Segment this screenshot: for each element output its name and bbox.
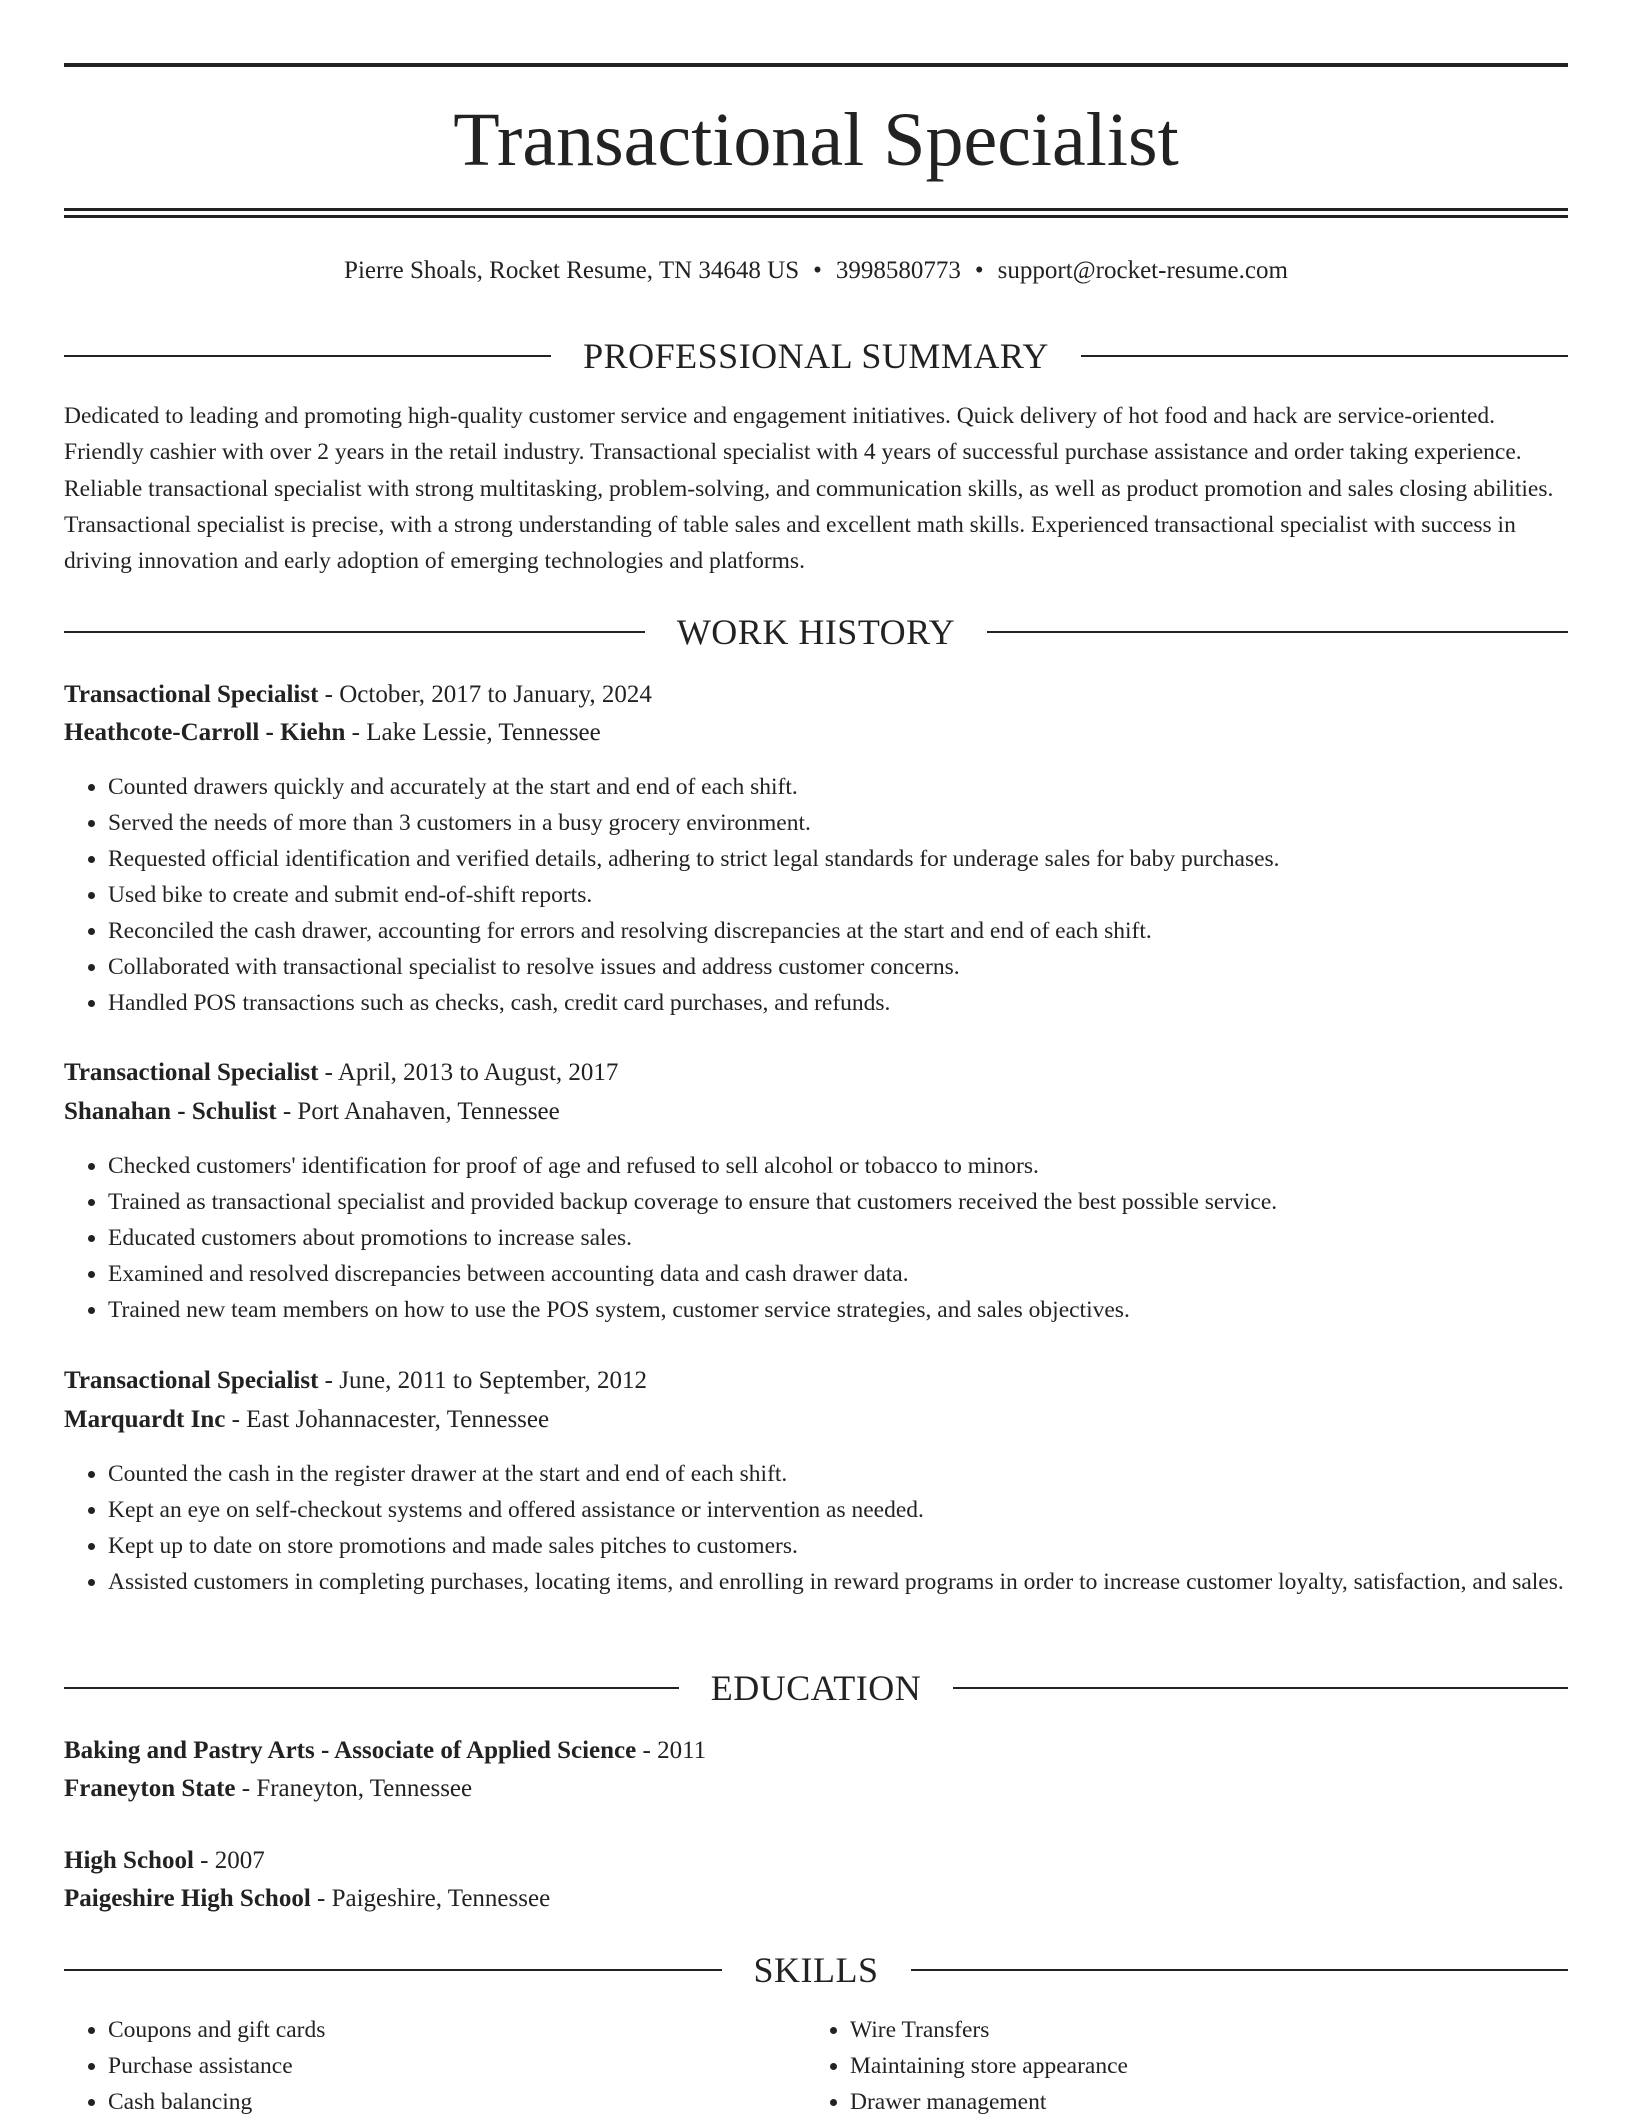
skills-list-right <box>806 2012 1548 2120</box>
summary-heading <box>64 332 1568 380</box>
degree-line <box>64 1843 1568 1879</box>
contact-separator: • <box>813 257 822 284</box>
job-company: Marquardt Inc <box>64 1406 226 1433</box>
job-dates: - October, 2017 to January, 2024 <box>318 681 652 708</box>
contact-email: support@rocket-resume.com <box>997 257 1288 284</box>
work-history-heading <box>64 608 1568 656</box>
contact-separator: • <box>974 257 984 284</box>
list-item: • Examined and resolved discrepancies between accounting data and cash drawer data. <box>108 1256 1568 1292</box>
job-dates: - April, 2013 to August, 2017 <box>318 1059 619 1086</box>
job-title-line <box>64 1363 1568 1399</box>
contact-phone: 3998580773 <box>835 257 961 284</box>
section-title: EDUCATION <box>710 1668 922 1708</box>
education-heading <box>64 1664 1568 1712</box>
list-item: • Trained new team members on how to use the POS system, customer service strategies, and sales objectives. <box>108 1292 1568 1328</box>
school-line <box>64 1771 1568 1807</box>
job-title-line <box>64 1055 1568 1091</box>
job-title: Transactional Specialist <box>64 681 319 708</box>
job-location: - Lake Lessie, Tennessee <box>345 719 601 746</box>
skills-heading <box>64 1946 1568 1994</box>
header-top-rule <box>64 63 1568 67</box>
heading-rule <box>953 1687 1568 1689</box>
section-title: WORK HISTORY <box>676 612 956 652</box>
skills-list-left <box>64 2012 806 2120</box>
contact-line <box>64 253 1568 289</box>
contact-address: Pierre Shoals, Rocket Resume, TN 34648 US <box>344 257 800 284</box>
heading-rule <box>911 1969 1569 1971</box>
heading-rule <box>64 1687 679 1689</box>
list-item: • Educated customers about promotions to increase sales. <box>108 1220 1568 1256</box>
list-item: • Maintaining store appearance <box>850 2048 1548 2084</box>
resume-name: Transactional Specialist <box>453 98 1179 182</box>
job-title-line <box>64 677 1568 713</box>
list-item: • Cash balancing <box>108 2084 806 2120</box>
school-name: Franeyton State <box>64 1775 236 1802</box>
degree-name: High School <box>64 1847 194 1874</box>
job-company-line <box>64 715 1568 751</box>
list-item: • Assisted customers in completing purchases, locating items, and enrolling in reward programs in order to increase customer loyalty, satisfaction, and sales. <box>108 1564 1568 1600</box>
job-duties-list <box>64 1148 1568 1328</box>
list-item: • Collaborated with transactional specialist to resolve issues and address customer concerns. <box>108 949 1568 985</box>
job-duties-list <box>64 1456 1568 1600</box>
section-title: SKILLS <box>753 1950 879 1990</box>
summary-text: Dedicated to leading and promoting high-quality customer service and engagement initiatives. Quick delivery of hot food and hack are service-oriented. Friendly cashier with over 2 years in the retail industry. Transactional specialist with 4 years of successful purchase assistance and order taking experience. Reliable transactional specialist with strong multitasking, problem-solving, and communication skills, as well as product promotion and sales closing abilities. Transactional specialist is precise, with a strong understanding of table sales and excellent math skills. Experienced transactional specialist with success in driving innovation and early adoption of emerging technologies and platforms. <box>64 403 1554 575</box>
list-item: • Counted drawers quickly and accurately at the start and end of each shift. <box>108 769 1568 805</box>
list-item: • Trained as transactional specialist and provided backup coverage to ensure that customers received the best possible service. <box>108 1184 1568 1220</box>
heading-rule <box>64 1969 722 1971</box>
school-name: Paigeshire High School <box>64 1885 311 1912</box>
job-company: Shanahan - Schulist <box>64 1098 277 1125</box>
list-item: • Reconciled the cash drawer, accounting for errors and resolving discrepancies at the start and end of each shift. <box>108 913 1568 949</box>
job-duties-list <box>64 769 1568 1021</box>
header-double-rule-bottom <box>64 215 1568 218</box>
list-item: • Checked customers' identification for proof of age and refused to sell alcohol or tobacco to minors. <box>108 1148 1568 1184</box>
list-item: • Kept an eye on self-checkout systems and offered assistance or intervention as needed. <box>108 1492 1568 1528</box>
job-location: - Port Anahaven, Tennessee <box>276 1098 560 1125</box>
job-title: Transactional Specialist <box>64 1059 319 1086</box>
list-item: • Drawer management <box>850 2084 1548 2120</box>
list-item: • Served the needs of more than 3 customers in a busy grocery environment. <box>108 805 1568 841</box>
school-line <box>64 1881 1568 1917</box>
heading-rule <box>64 631 645 633</box>
list-item: • Used bike to create and submit end-of-shift reports. <box>108 877 1568 913</box>
school-location: - Paigeshire, Tennessee <box>310 1885 551 1912</box>
heading-rule <box>1081 355 1568 357</box>
list-item: • Coupons and gift cards <box>108 2012 806 2048</box>
job-dates: - June, 2011 to September, 2012 <box>318 1367 647 1394</box>
job-company-line <box>64 1402 1568 1438</box>
degree-name: Baking and Pastry Arts - Associate of Applied Science <box>64 1737 637 1764</box>
job-title: Transactional Specialist <box>64 1367 319 1394</box>
degree-year: - 2011 <box>636 1737 707 1764</box>
list-item: • Counted the cash in the register drawer at the start and end of each shift. <box>108 1456 1568 1492</box>
job-company-line <box>64 1094 1568 1130</box>
degree-line <box>64 1733 1568 1769</box>
list-item: • Wire Transfers <box>850 2012 1548 2048</box>
job-location: - East Johannacester, Tennessee <box>225 1406 550 1433</box>
heading-rule <box>987 631 1568 633</box>
list-item: • Requested official identification and verified details, adhering to strict legal standards for underage sales for baby purchases. <box>108 841 1568 877</box>
list-item: • Purchase assistance <box>108 2048 806 2084</box>
degree-year: - 2007 <box>193 1847 265 1874</box>
list-item: • Kept up to date on store promotions and made sales pitches to customers. <box>108 1528 1568 1564</box>
school-location: - Franeyton, Tennessee <box>235 1775 473 1802</box>
heading-rule <box>64 355 551 357</box>
skills-columns <box>64 2012 1568 2120</box>
list-item: • Handled POS transactions such as checks, cash, credit card purchases, and refunds. <box>108 985 1568 1021</box>
job-company: Heathcote-Carroll - Kiehn <box>64 719 346 746</box>
header-double-rule-top <box>64 208 1568 211</box>
section-title: PROFESSIONAL SUMMARY <box>583 336 1049 376</box>
